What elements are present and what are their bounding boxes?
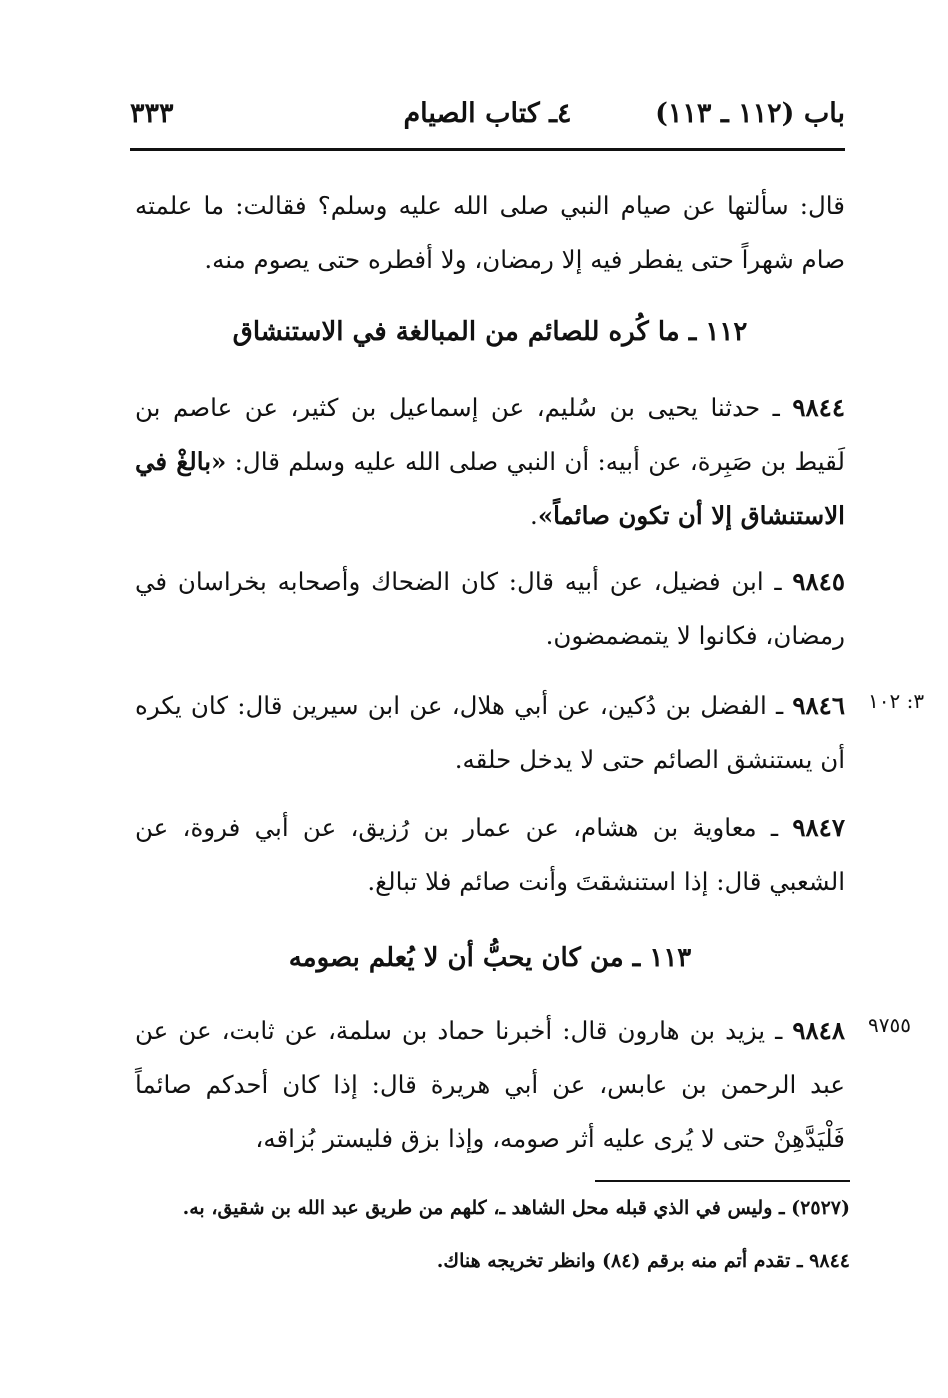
header-rule bbox=[130, 148, 845, 151]
margin-reference: ٣: ١٠٢ bbox=[868, 689, 925, 713]
page-number: ٣٣٣ bbox=[130, 98, 174, 129]
hadith-text: ـ معاوية بن هشام، عن عمار بن رُزيق، عن أبي فروة، عن الشعبي قال: إذا استنشقتَ وأنت صائم فلا تبالغ. bbox=[135, 813, 845, 896]
chapter-range: باب (١١٢ ـ ١١٣) bbox=[655, 98, 845, 129]
hadith-number: ٩٨٤٧ bbox=[792, 813, 845, 842]
hadith-number: ٩٨٤٦ bbox=[792, 691, 845, 720]
hadith-text: ـ ابن فضيل، عن أبيه قال: كان الضحاك وأصحابه بخراسان في رمضان، فكانوا لا يتمضمضون. bbox=[135, 567, 845, 650]
book-title: ٤ـ كتاب الصيام bbox=[403, 98, 572, 129]
hadith-text: ـ يزيد بن هارون قال: أخبرنا حماد بن سلمة، عن ثابت، عن عن عبد الرحمن بن عابس، عن أبي هريرة قال: إذا كان أحدكم صائماً فَلْيَدَّهِنْ حتى لا يُرى عليه أثر صومه، وإذا بزق فليستر بُزاقه، bbox=[135, 1016, 845, 1153]
chapter-113-heading: ١١٣ ـ من كان يحبُّ أن لا يُعلم بصومه bbox=[288, 943, 692, 973]
hadith-quote: «بالغْ في الاستنشاق إلا أن تكون صائماً» bbox=[135, 447, 845, 530]
chapter-112-heading: ١١٢ ـ ما كُره للصائم من المبالغة في الاستنشاق bbox=[232, 317, 748, 347]
hadith-9846 bbox=[135, 679, 845, 787]
footnote-rule bbox=[595, 1180, 850, 1182]
hadith-end: . bbox=[530, 501, 538, 530]
hadith-number: ٩٨٤٨ bbox=[792, 1016, 845, 1045]
hadith-9848 bbox=[135, 1004, 845, 1166]
page-header bbox=[130, 98, 845, 138]
hadith-9845 bbox=[135, 555, 845, 663]
footnote-1: (٢٥٢٧) ـ وليس في الذي قبله محل الشاهد ـ، كلهم من طريق عبد الله بن شقيق، به. bbox=[182, 1197, 850, 1219]
hadith-9844 bbox=[135, 381, 845, 543]
margin-reference: ٩٧٥٥ bbox=[868, 1013, 911, 1037]
hadith-number: ٩٨٤٥ bbox=[792, 567, 845, 596]
hadith-number: ٩٨٤٤ bbox=[792, 393, 845, 422]
hadith-text: ـ الفضل بن دُكين، عن أبي هلال، عن ابن سيرين قال: كان يكره أن يستنشق الصائم حتى لا يدخل حلقه. bbox=[135, 691, 845, 774]
hadith-9847 bbox=[135, 801, 845, 909]
hadith-text: ـ حدثنا يحيى بن سُليم، عن إسماعيل بن كثير، عن عاصم بن لَقيط بن صَبِرة، عن أبيه: أن النبي صلى الله عليه وسلم قال: bbox=[135, 393, 845, 476]
intro-paragraph: قال: سألتها عن صيام النبي صلى الله عليه وسلم؟ فقالت: ما علمته صام شهراً حتى يفطر فيه إلا رمضان، ولا أفطره حتى يصوم منه. bbox=[135, 191, 845, 274]
footnote-2: ٩٨٤٤ ـ تقدم أتم منه برقم (٨٤) وانظر تخريجه هناك. bbox=[436, 1250, 850, 1272]
